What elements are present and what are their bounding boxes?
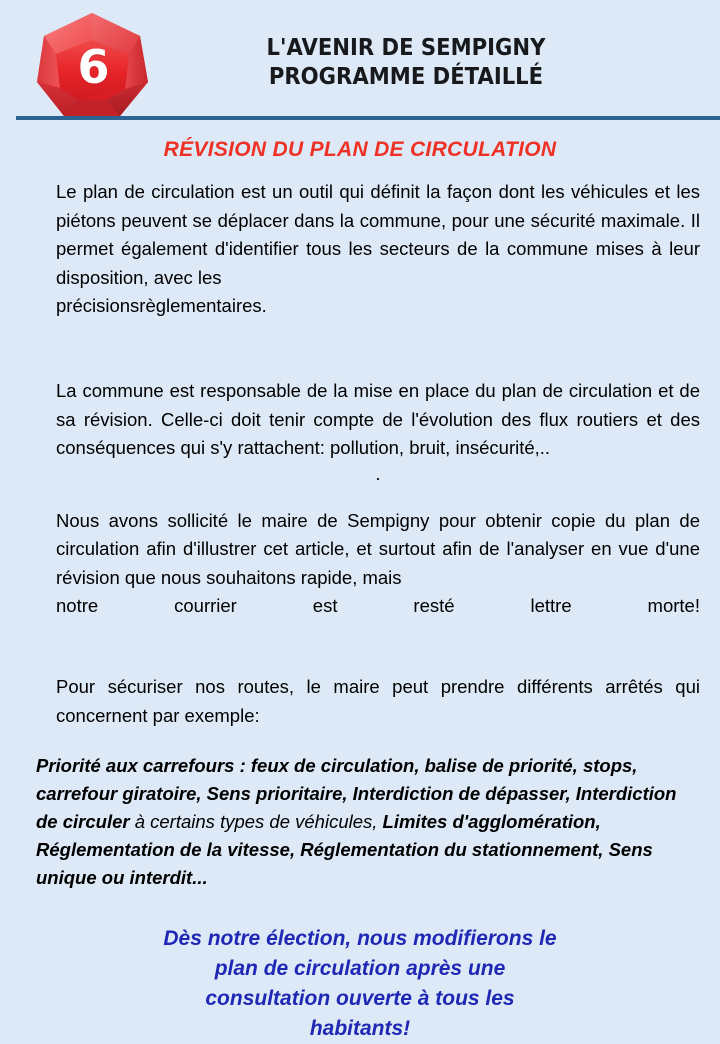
paragraph-1 <box>56 178 700 349</box>
page-header <box>0 0 720 118</box>
closing-line-4: habitants! <box>309 1017 411 1040</box>
measures-list-segment-3: Limites d'agglomération, Réglementation de la vitesse, Réglementation du stationnement, Sens unique ou interdit... <box>36 811 653 888</box>
paragraph-1-last-line-left: précisions <box>56 295 140 316</box>
measures-list-segment-2: à certains types de véhicules, <box>129 811 378 832</box>
page-title <box>213 34 599 92</box>
page-title-line1: L'AVENIR DE SEMPIGNY <box>266 35 546 61</box>
paragraph-3-last-line: notre courrier est resté lettre morte! <box>56 595 700 616</box>
paragraph-3-body: Nous avons sollicité le maire de Sempigny pour obtenir copie du plan de circulation afin d'illustrer cet article, et surtout afin de l'analyser en vue d'une révision que nous souhaitons rapide, mais <box>56 509 700 588</box>
closing-line-3: consultation ouverte à tous les <box>205 987 515 1010</box>
measures-list <box>36 752 686 892</box>
paragraph-3 <box>56 507 700 650</box>
badge-number-text: 6 <box>77 40 109 94</box>
closing-line-2: plan de circulation après une <box>214 957 506 980</box>
paragraph-4-body: Pour sécuriser nos routes, le maire peut prendre différents arrêtés qui concernent par exemple: <box>56 676 700 726</box>
paragraph-4 <box>56 673 700 730</box>
paragraph-2 <box>56 377 700 463</box>
paragraph-2-trailing-dot: . <box>375 462 381 484</box>
closing-statement <box>80 924 640 1044</box>
paragraph-2-body: La commune est responsable de la mise en place du plan de circulation et de sa révision. Celle-ci doit tenir compte de l'évolution des flux routiers et des conséquences qui s'y rattachent: pollution, bruit, insécurité,.. <box>56 380 700 458</box>
measures-list-segment-1: Priorité aux carrefours : feux de circulation, balise de priorité, stops, carrefour giratoire, Sens prioritaire, Interdiction de dépasser, Interdiction de circuler <box>36 755 677 832</box>
section-heading: RÉVISION DU PLAN DE CIRCULATION <box>163 138 557 161</box>
page-content <box>0 138 720 1044</box>
paragraph-1-last-line <box>56 292 700 349</box>
paragraph-1-last-line-right: règlementaires. <box>139 295 267 316</box>
number-badge-icon <box>32 10 152 122</box>
header-divider <box>16 116 720 120</box>
paragraph-1-body: Le plan de circulation est un outil qui définit la façon dont les véhicules et les piétons peuvent se déplacer dans la commune, pour une sécurité maximale. Il permet également d'identifier tous les secteurs de la commune mises à leur disposition, avec les <box>56 181 700 288</box>
closing-line-1: Dès notre élection, nous modifierons le <box>163 927 557 950</box>
page-title-line2: PROGRAMME DÉTAILLÉ <box>268 64 544 90</box>
